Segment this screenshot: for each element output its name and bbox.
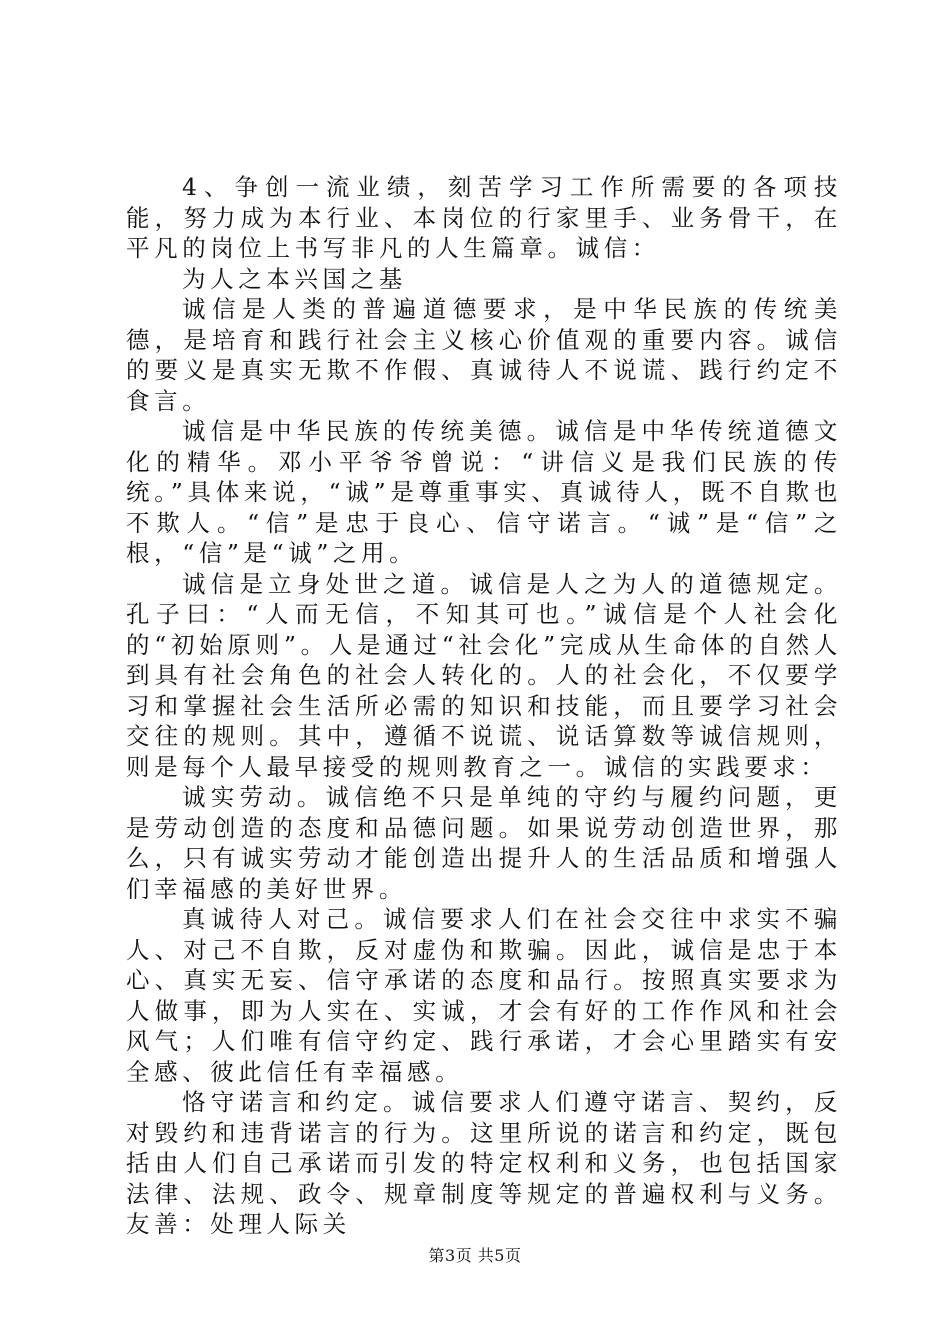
paragraph-2: 为人之本兴国之基 (182, 264, 407, 293)
paragraph-1: 4、争创一流业绩，刻苦学习工作所需要的各项技能，努力成为本行业、本岗位的行家里手、业务骨干，在平凡的岗位上书写非凡的人生篇章。诚信： (126, 173, 842, 262)
paragraph-3: 诚信是人类的普遍道德要求，是中华民族的传统美德，是培育和践行社会主义核心价值观的重要内容。诚信的要义是真实无欺不作假、真诚待人不说谎、践行约定不食言。 (126, 295, 842, 415)
paragraph-6: 诚实劳动。诚信绝不只是单纯的守约与履约问题，更是劳动创造的态度和品德问题。如果说劳动创造世界，那么，只有诚实劳动才能创造出提升人的生活品质和增强人们幸福感的美好世界。 (126, 783, 842, 903)
paragraph-7: 真诚待人对己。诚信要求人们在社会交往中求实不骗人、对己不自欺，反对虚伪和欺骗。因此，诚信是忠于本心、真实无妄、信守承诺的态度和品行。按照真实要求为人做事，即为人实在、实诚，才会有好的工作作风和社会风气；人们唯有信守约定、践行承诺，才会心里踏实有安全感、彼此信任有幸福感。 (126, 905, 842, 1086)
body-text (126, 172, 842, 1240)
paragraph-4: 诚信是中华民族的传统美德。诚信是中华传统道德文化的精华。邓小平爷爷曾说：“讲信义是我们民族的传统。”具体来说，“诚”是尊重事实、真诚待人，既不自欺也不欺人。“信”是忠于良心、信守诺言。“诚”是“信”之根，“信”是“诚”之用。 (126, 417, 842, 567)
page-footer: 第3页 共5页 (428, 1246, 522, 1265)
paragraph-8: 恪守诺言和约定。诚信要求人们遵守诺言、契约，反对毁约和违背诺言的行为。这里所说的诺言和约定，既包括由人们自己承诺而引发的特定权利和义务，也包括国家法律、法规、政令、规章制度等规定的普遍权利与义务。友善：处理人际关 (126, 1088, 842, 1238)
paragraph-5: 诚信是立身处世之道。诚信是人之为人的道德规定。孔子曰：“人而无信，不知其可也。”诚信是个人社会化的“初始原则”。人是通过“社会化”完成从生命体的自然人到具有社会角色的社会人转化的。人的社会化，不仅要学习和掌握社会生活所必需的知识和技能，而且要学习社会交往的规则。其中，遵循不说谎、说话算数等诚信规则，则是每个人最早接受的规则教育之一。诚信的实践要求： (126, 569, 842, 781)
